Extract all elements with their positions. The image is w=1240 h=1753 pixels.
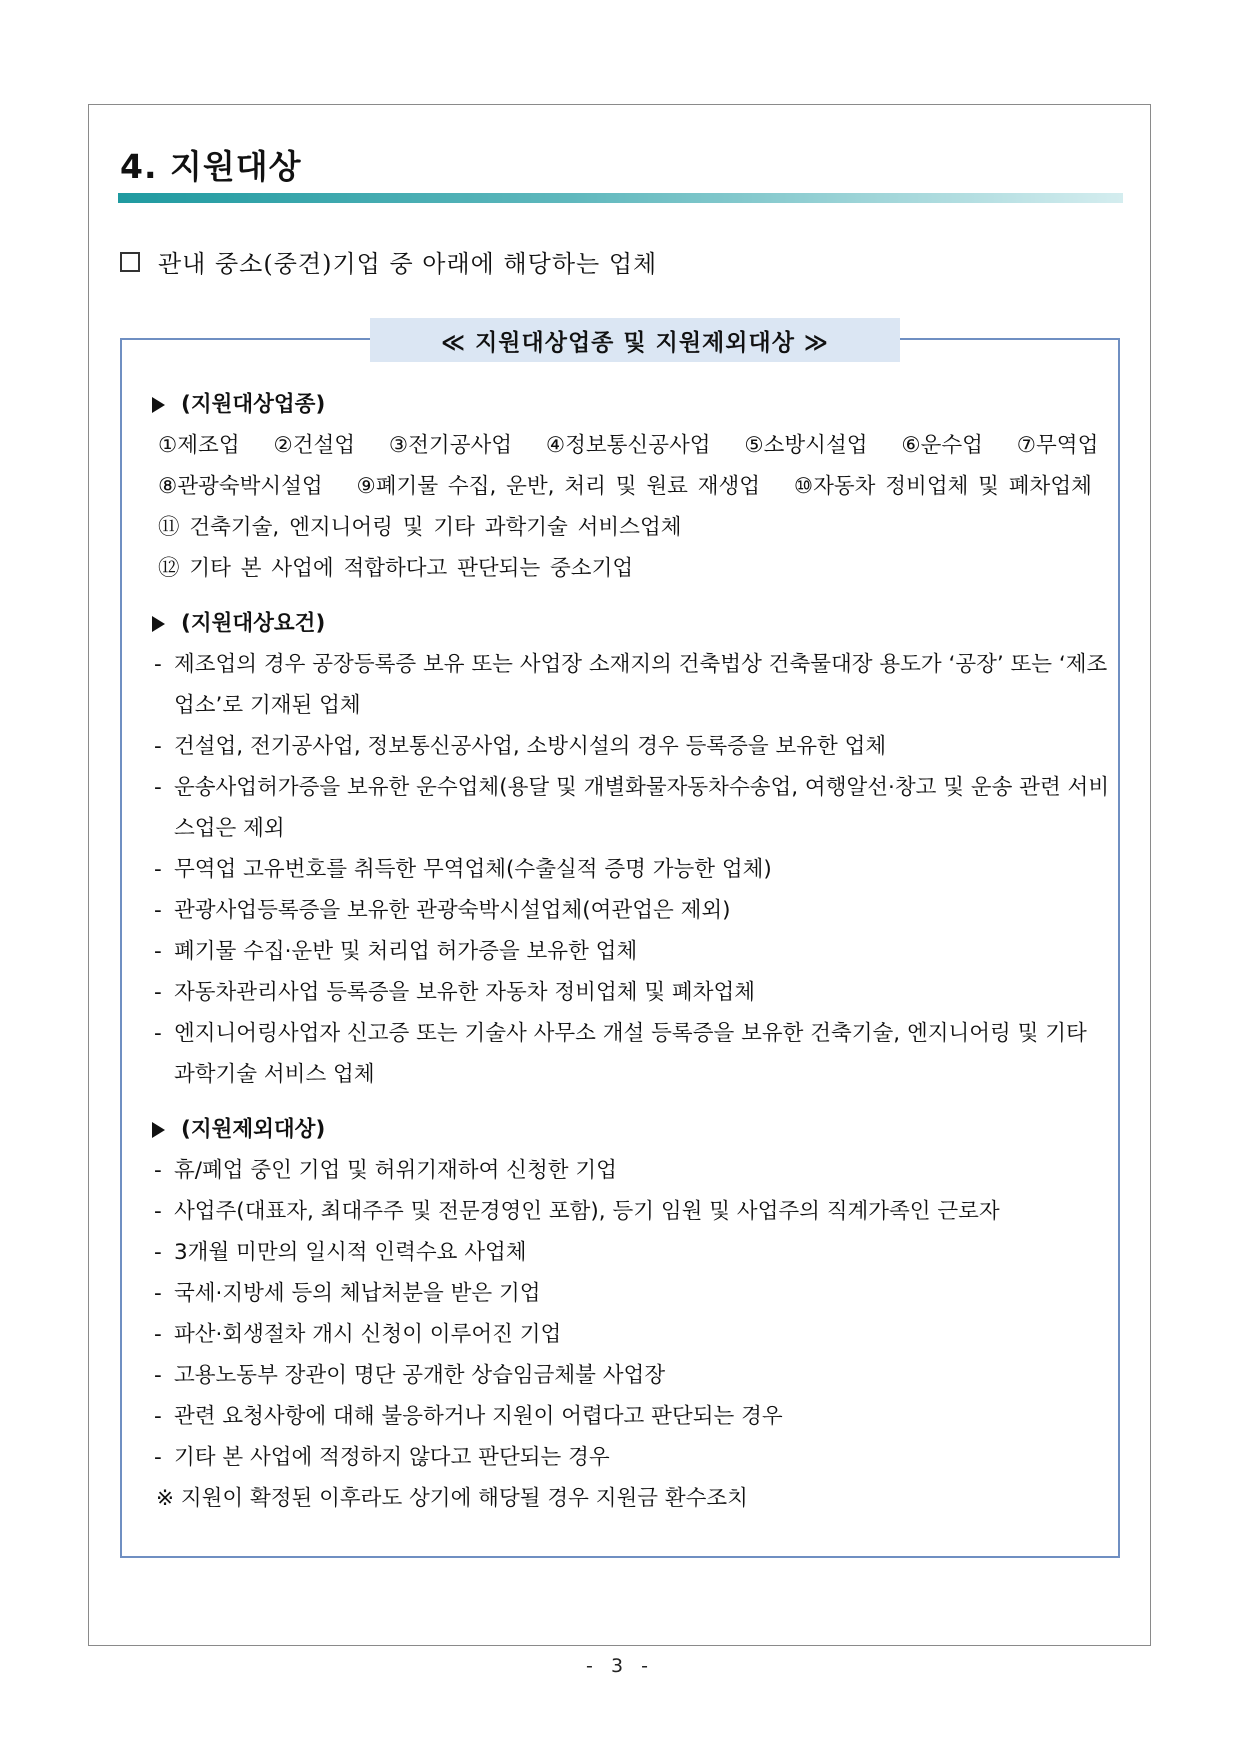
dash-marker: - (154, 980, 162, 1005)
industry-line-1 (150, 425, 1110, 466)
checkbox-icon (120, 252, 140, 272)
list-item (150, 644, 1110, 726)
requirements-heading (150, 603, 1110, 644)
list-item (150, 767, 1110, 849)
exclusions-heading (150, 1109, 1110, 1150)
list-item-text: 고용노동부 장관이 명단 공개한 상습임금체불 사업장 (174, 1363, 666, 1388)
list-item (150, 1396, 1110, 1437)
industry-item: ⑩자동차 정비업체 및 폐차업체 (793, 474, 1092, 499)
triangle-bullet-icon (152, 616, 165, 632)
dash-marker: - (154, 1281, 162, 1306)
industry-item: ④정보통신공사업 (545, 433, 711, 458)
dash-marker: - (154, 1322, 162, 1347)
list-item-text: 관련 요청사항에 대해 불응하거나 지원이 어렵다고 판단되는 경우 (174, 1404, 783, 1429)
list-item-text: 국세·지방세 등의 체납처분을 받은 기업 (174, 1281, 541, 1306)
list-item-text: 파산·회생절차 개시 신청이 이루어진 기업 (174, 1322, 562, 1347)
triangle-bullet-icon (152, 1122, 165, 1138)
industry-item: ⑥운수업 (901, 433, 983, 458)
industry-item: ⑤소방시설업 (744, 433, 868, 458)
list-item (150, 1232, 1110, 1273)
list-item-text: 무역업 고유번호를 취득한 무역업체(수출실적 증명 가능한 업체) (174, 857, 772, 882)
box-content (150, 384, 1110, 1519)
dash-marker: - (154, 1363, 162, 1388)
industry-item: ⑦무역업 (1016, 433, 1099, 458)
list-item (150, 890, 1110, 931)
industry-line-4: ⑫ 기타 본 사업에 적합하다고 판단되는 중소기업 (158, 556, 634, 581)
list-item (150, 1150, 1110, 1191)
industry-item: ①제조업 (158, 433, 240, 458)
industry-line-3: ⑪ 건축기술, 엔지니어링 및 기타 과학기술 서비스업체 (158, 515, 682, 540)
list-item-text: 폐기물 수집·운반 및 처리업 허가증을 보유한 업체 (174, 939, 638, 964)
industry-item: ③전기공사업 (388, 433, 512, 458)
triangle-bullet-icon (152, 397, 165, 413)
dash-marker: - (154, 939, 162, 964)
list-item-text: 3개월 미만의 일시적 인력수요 사업체 (174, 1240, 527, 1265)
dash-marker: - (154, 1021, 162, 1046)
dash-marker: - (154, 1445, 162, 1470)
intro-text: 관내 중소(중견)기업 중 아래에 해당하는 업체 (158, 250, 658, 278)
dash-marker: - (154, 898, 162, 923)
box-heading: ≪ 지원대상업종 및 지원제외대상 ≫ (370, 318, 900, 362)
dash-marker: - (154, 1404, 162, 1429)
list-item (150, 1314, 1110, 1355)
list-item (150, 972, 1110, 1013)
list-item (150, 849, 1110, 890)
intro-line (120, 244, 657, 279)
list-item-text: 제조업의 경우 공장등록증 보유 또는 사업장 소재지의 건축법상 건축물대장 용도가 ‘공장’ 또는 ‘제조업소’로 기재된 업체 (174, 652, 1108, 718)
industry-line-2 (150, 466, 1110, 507)
requirements-heading-text: (지원대상요건) (181, 611, 326, 636)
refund-note: ※ 지원이 확정된 이후라도 상기에 해당될 경우 지원금 환수조치 (156, 1486, 748, 1511)
list-item-text: 건설업, 전기공사업, 정보통신공사업, 소방시설의 경우 등록증을 보유한 업체 (174, 734, 887, 759)
section-title: 4. 지원대상 (120, 147, 302, 186)
dash-marker: - (154, 1199, 162, 1224)
dash-marker: - (154, 1158, 162, 1183)
industry-item: ⑨폐기물 수집, 운반, 처리 및 원료 재생업 (356, 474, 761, 499)
list-item (150, 1191, 1110, 1232)
list-item-text: 기타 본 사업에 적정하지 않다고 판단되는 경우 (174, 1445, 610, 1470)
list-item (150, 1355, 1110, 1396)
list-item (150, 1273, 1110, 1314)
dash-marker: - (154, 775, 162, 800)
industries-heading (150, 384, 1110, 425)
list-item-text: 휴/폐업 중인 기업 및 허위기재하여 신청한 기업 (174, 1158, 617, 1183)
list-item-text: 사업주(대표자, 최대주주 및 전문경영인 포함), 등기 임원 및 사업주의 직계가족인 근로자 (174, 1199, 1000, 1224)
dash-marker: - (154, 734, 162, 759)
list-item (150, 726, 1110, 767)
list-item-text: 자동차관리사업 등록증을 보유한 자동차 정비업체 및 폐차업체 (174, 980, 756, 1005)
page-number: - 3 - (586, 1655, 654, 1677)
dash-marker: - (154, 857, 162, 882)
list-item-text: 엔지니어링사업자 신고증 또는 기술사 사무소 개설 등록증을 보유한 건축기술, 엔지니어링 및 기타 과학기술 서비스 업체 (174, 1021, 1087, 1087)
list-item-text: 관광사업등록증을 보유한 관광숙박시설업체(여관업은 제외) (174, 898, 731, 923)
title-underline-bar (118, 193, 1123, 203)
industries-heading-text: (지원대상업종) (181, 392, 326, 417)
list-item (150, 1437, 1110, 1478)
list-item-text: 운송사업허가증을 보유한 운수업체(용달 및 개별화물자동차수송업, 여행알선·창고 및 운송 관련 서비스업은 제외 (174, 775, 1110, 841)
industry-item: ⑧관광숙박시설업 (158, 474, 323, 499)
industry-item: ②건설업 (273, 433, 356, 458)
dash-marker: - (154, 1240, 162, 1265)
exclusions-heading-text: (지원제외대상) (181, 1117, 326, 1142)
list-item (150, 1013, 1110, 1095)
dash-marker: - (154, 652, 162, 677)
list-item (150, 931, 1110, 972)
